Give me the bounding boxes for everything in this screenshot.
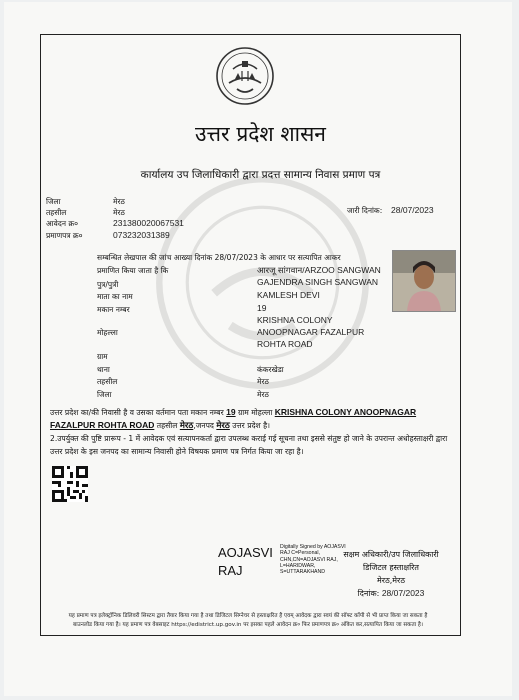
officer-line-1: सक्षम अधिकारी/उप जिलाधिकारी [343,550,439,559]
applicant-photo [392,250,456,312]
district2-label: जिला [97,390,112,399]
mother-value: KAMLESH DEVI [257,290,320,300]
mother-label: माता का नाम [97,292,133,301]
para-point-2: 2.उपर्युक्त की पुष्टि प्रारूप - 1 में आवेदक एवं सत्यापनकर्ता द्वारा उपलब्ध कराई गई सूचना तथा इससे संतुष्ट हो जाने के उपरान्त अधोहस्ताक्षरी द्वारा उत्तर प्रदेश के इस जनपद का सामान्य निवासी होने विषयक प्रमाण पत्र निर्गत किया जा रहा है। [50,434,448,456]
tehsil-label: तहसील [46,208,67,217]
parent-label: पुत्र/पुत्री [97,280,119,289]
tehsil-value: मेरठ [113,208,125,217]
parent-value: GAJENDRA SINGH SANGWAN [257,277,379,287]
certificate-label: प्रमाणपत्र क्र० [46,231,83,240]
officer-line-3: मेरठ,मेरठ [377,576,405,585]
issue-date-label: जारी दिनांक: [347,206,383,215]
declaration-paragraph [50,406,450,458]
tehsil2-value: मेरठ [257,377,269,386]
digital-signature-info: Digitally Signed by AOJASVI RAJ C=Personal, CHN,CN=AOJASVI RAJ, L=HARIDWAR, S=UTTARAKHAND [280,544,346,576]
intro-line-2: प्रमाणित किया जाता है कि [97,266,169,275]
footer-line-2: बाउनलोड किया गया है। यह प्रमाण पत्र वेबसाइट https://edistrict.up.gov.in पर इसका पहले आवेदन क्र० फिर प्रमाणपत्र क्र० अंकित कर,सत्यापित किया जा सकता है। [73,622,423,628]
district2-value: मेरठ [257,390,269,399]
mohalla-value-2: ROHTA ROAD [257,339,313,349]
signature-date-value: 28/07/2023 [381,588,425,598]
thana-value: कंकरखेडा [257,365,284,374]
signature-date-label: दिनांक: [357,589,380,598]
para-tehsil: मेरठ [179,420,194,430]
officer-line-2: डिजिटल हस्ताक्षरित [363,563,419,572]
house-value: 19 [257,303,267,313]
issue-date-value: 28/07/2023 [391,205,434,215]
signature-date [336,587,446,600]
office-title: कार्यालय उप जिलाधिकारी द्वारा प्रदत्त सामान्य निवास प्रमाण पत्र [140,169,381,181]
certificate-value: 073232031389 [113,230,170,240]
application-label: आवेदन क्र० [46,219,79,228]
district-label: जिला [46,197,61,206]
qr-code-icon [52,466,88,502]
para-text-d: ,जनपद [193,421,214,430]
up-government-emblem-icon [215,45,275,107]
application-value: 231380020067531 [113,218,184,228]
intro-line-1: सम्बन्धित लेखपाल की जांच आख्या दिनांक 28/07/2023 के आधार पर सत्यापित आकर [97,253,341,262]
house-label: मकान नम्बर [97,305,130,314]
thana-label: थाना [97,365,110,374]
mohalla-label: मोहल्ला [97,328,118,337]
officer-block [336,548,446,600]
footer-line-1: यह प्रमाण पत्र इलेक्ट्रॉनिक डिलिवरी सिस्टम द्वारा तैयार किया गया है तथा डिजिटल सिग्नेचर से हस्ताक्षरित है एवम् आवेदक द्वारा स्वयं की सॉफ्ट कॉपी से भी प्राप्त किया जा सकता है [68,613,428,619]
district-value: मेरठ [113,197,125,206]
para-text-b: ग्राम मोहल्ला [238,408,273,417]
para-text-a: उत्तर प्रदेश का/की निवासी है व उसका वर्तमान पता मकान नम्बर [50,408,224,417]
footer-note [42,612,454,630]
para-colony: KRISHNA COLONY ANOOPNAGAR FAZALPUR ROHTA ROAD [50,407,417,430]
tehsil2-label: तहसील [97,377,118,386]
village-label: ग्राम [97,352,108,361]
para-text-c: तहसील [156,421,178,430]
para-house: 19 [226,407,236,417]
mohalla-value-1: ANOOPNAGAR FAZALPUR [257,327,365,337]
government-title: उत्तर प्रदेश शासन [195,122,326,146]
para-text-e: उत्तर प्रदेश है। [232,421,271,430]
colony-value: KRISHNA COLONY [257,315,333,325]
signer-name: AOJASVI RAJ [218,545,273,578]
para-district: मेरठ [216,420,230,430]
name-value: आरजू सांगवान/ARZOO SANGWAN [257,265,381,275]
